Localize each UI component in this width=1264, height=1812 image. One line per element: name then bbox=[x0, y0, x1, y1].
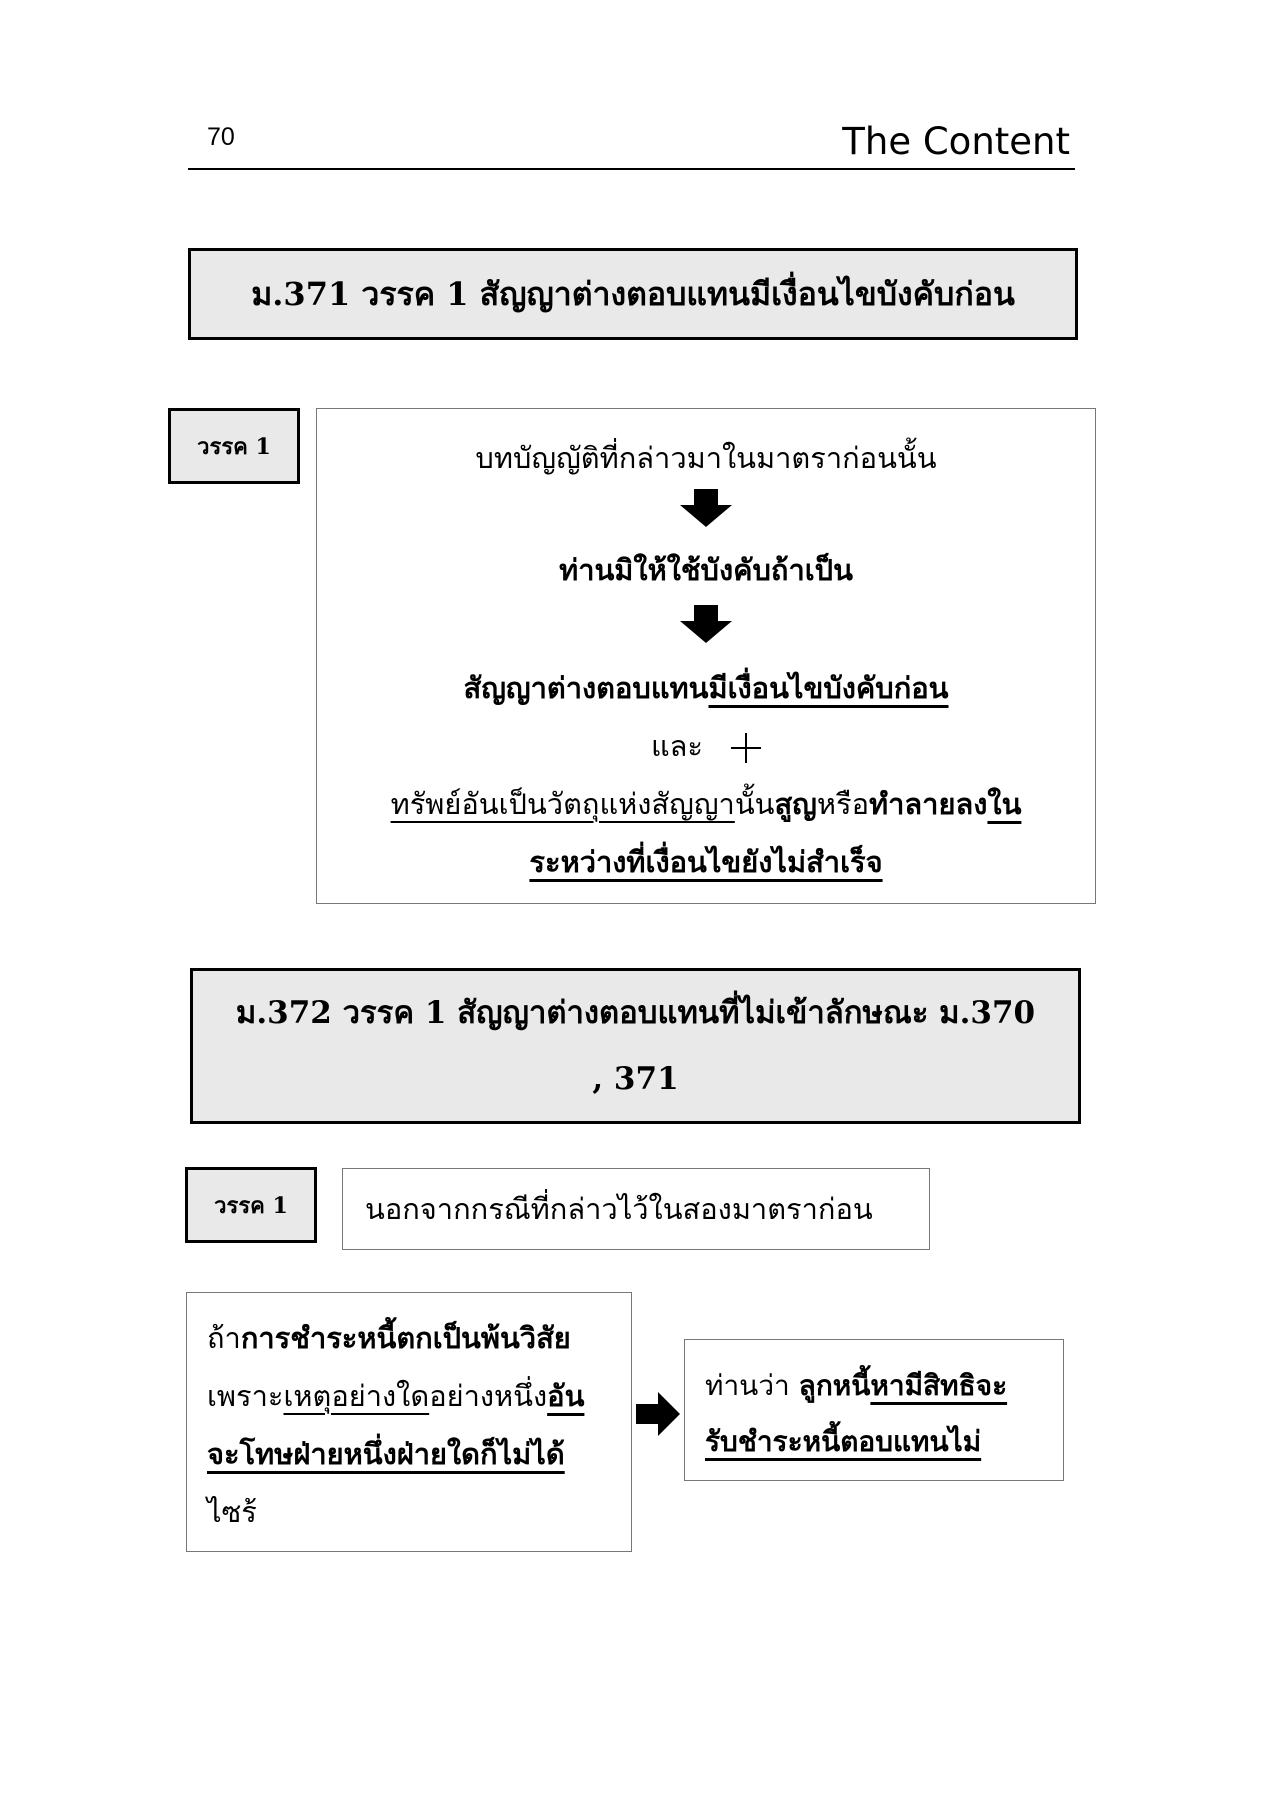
it-is-said-text: ท่านว่า bbox=[705, 1369, 799, 1402]
no-right-text: หามีสิทธิจะ bbox=[870, 1369, 1008, 1402]
section-372-title: ม.372 วรรค 1 สัญญาต่างตอบแทนที่ไม่เข้าลักษณะ ม.370 , 371 bbox=[190, 968, 1081, 1124]
other-than-text: นอกจากกรณีที่กล่าวไว้ในสองมาตราก่อน bbox=[365, 1192, 873, 1226]
flow-line-not-apply: ท่านมิให้ใช้บังคับถ้าเป็น bbox=[559, 553, 853, 587]
pending-condition-text: ระหว่างที่เงื่อนไขยังไม่สำเร็จ bbox=[529, 845, 883, 879]
if-text: ถ้า bbox=[207, 1321, 241, 1355]
because-text: เพราะ bbox=[207, 1379, 284, 1413]
running-title: The Content bbox=[842, 120, 1070, 163]
counter-performance-text: รับชำระหนี้ตอบแทนไม่ bbox=[705, 1425, 982, 1458]
plus-icon bbox=[731, 733, 761, 763]
debtor-text: ลูกหนี้ bbox=[798, 1369, 871, 1402]
right-arrow-icon bbox=[636, 1392, 680, 1436]
down-arrow-icon bbox=[680, 489, 732, 527]
condition-row-4 bbox=[207, 1483, 613, 1541]
flow-line-pending-condition bbox=[317, 839, 1095, 885]
section-371-title: ม.371 วรรค 1 สัญญาต่างตอบแทนมีเงื่อนไขบังคับก่อน bbox=[188, 248, 1078, 340]
condition-row-2 bbox=[207, 1367, 613, 1425]
then-text: ไซร้ bbox=[207, 1495, 257, 1529]
flow-line-provision: บทบัญญัติที่กล่าวมาในมาตราก่อนนั้น bbox=[475, 441, 937, 475]
which-text: อัน bbox=[547, 1379, 585, 1413]
other-than-box bbox=[342, 1168, 930, 1250]
result-row-2 bbox=[705, 1414, 1047, 1470]
section-371-flow-box bbox=[316, 408, 1096, 904]
property-object-text: ทรัพย์อันเป็นวัตถุแห่งสัญญา bbox=[390, 787, 735, 821]
that-text: นั้น bbox=[734, 787, 775, 821]
one-text: อย่างหนึ่ง bbox=[429, 1379, 548, 1413]
reciprocal-contract-text: สัญญาต่างตอบแทน bbox=[463, 671, 709, 705]
in-text: ใน bbox=[987, 787, 1022, 821]
debtor-result-box bbox=[684, 1339, 1064, 1481]
lost-text: สูญ bbox=[774, 787, 817, 821]
paragraph-label-371: วรรค 1 bbox=[168, 408, 300, 484]
impossibility-condition-box bbox=[186, 1292, 632, 1552]
page-number: 70 bbox=[207, 123, 235, 151]
flow-line-reciprocal-contract bbox=[317, 665, 1095, 711]
result-row-1 bbox=[705, 1358, 1047, 1414]
condition-precedent-text: มีเงื่อนไขบังคับก่อน bbox=[708, 671, 949, 705]
performance-impossible-text: การชำระหนี้ตกเป็นพ้นวิสัย bbox=[240, 1321, 571, 1355]
flow-line-property-lost bbox=[317, 781, 1095, 827]
flow-line-and bbox=[317, 723, 1095, 769]
condition-row-3 bbox=[207, 1425, 613, 1483]
no-fault-text: จะโทษฝ่ายหนึ่งฝ่ายใดก็ไม่ได้ bbox=[207, 1437, 565, 1471]
header-rule bbox=[188, 168, 1075, 170]
any-cause-text: เหตุอย่างใด bbox=[283, 1379, 430, 1413]
paragraph-label-372: วรรค 1 bbox=[185, 1167, 317, 1243]
down-arrow-icon bbox=[680, 605, 732, 643]
or-text: หรือ bbox=[816, 787, 870, 821]
destroyed-text: ทำลายลง bbox=[869, 787, 988, 821]
and-text: และ bbox=[650, 729, 704, 763]
condition-row-1 bbox=[207, 1309, 613, 1367]
